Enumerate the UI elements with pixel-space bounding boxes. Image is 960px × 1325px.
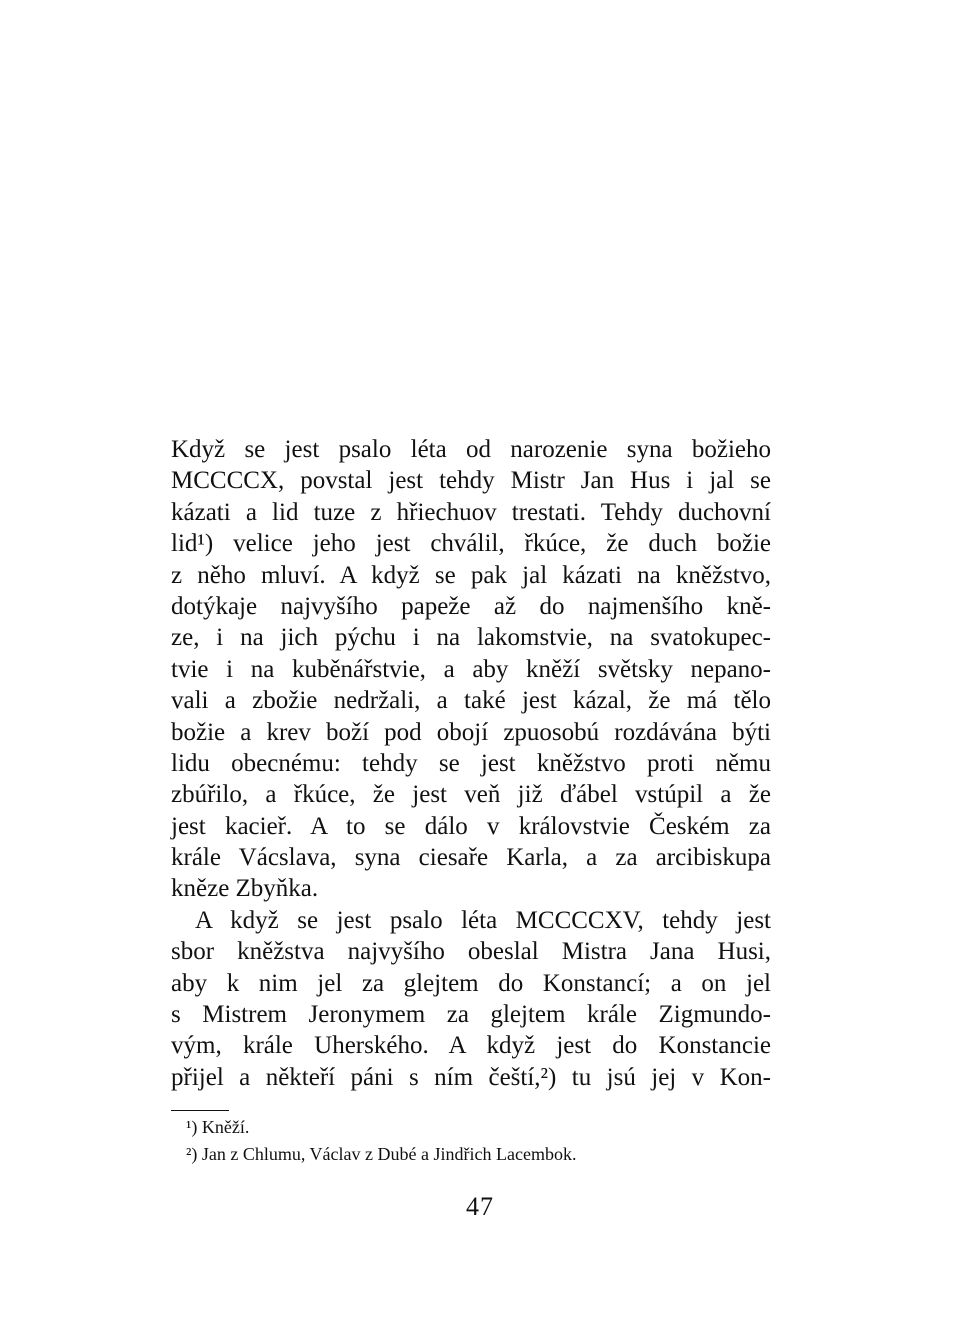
text-line: vým, krále Uherského. A když jest do Konstancie bbox=[171, 1032, 771, 1060]
text-line: kázati a lid tuze z hřiechuov trestati. Tehdy duchovní bbox=[171, 498, 771, 526]
main-text bbox=[171, 434, 771, 1093]
footnote: ²) Jan z Chlumu, Václav z Dubé a Jindřich Lacembok. bbox=[186, 1144, 577, 1164]
text-line: sbor kněžstva najvyšího obeslal Mistra Jana Husi, bbox=[171, 938, 771, 966]
footnotes bbox=[186, 1114, 786, 1168]
text-line: kněze Zbyňka. bbox=[171, 875, 319, 903]
text-line: MCCCCX, povstal jest tehdy Mistr Jan Hus i jal se bbox=[171, 467, 771, 495]
text-line: z něho mluví. A když se pak jal kázati na kněžstvo, bbox=[171, 561, 771, 589]
text-line: aby k nim jel za glejtem do Konstancí; a on jel bbox=[171, 969, 771, 997]
text-line: tvie i na kuběnářstvie, a aby kněží světsky nepano- bbox=[171, 655, 771, 683]
text-line: s Mistrem Jeronymem za glejtem krále Zigmundo- bbox=[171, 1001, 771, 1029]
text-line: božie a krev boží pod obojí zpuosobú rozdávána býti bbox=[171, 718, 771, 746]
text-line: lid¹) velice jeho jest chválil, řkúce, že duch božie bbox=[171, 530, 771, 558]
text-line: ze, i na jich pýchu i na lakomstvie, na svatokupec- bbox=[171, 624, 771, 652]
text-line: přijel a někteří páni s ním čeští,²) tu jsú jej v Kon- bbox=[171, 1063, 771, 1091]
footnote-divider bbox=[171, 1110, 229, 1111]
text-line: vali a zbožie nedržali, a také jest kázal, že má tělo bbox=[171, 687, 771, 715]
text-line: lidu obecnému: tehdy se jest kněžstvo proti němu bbox=[171, 749, 771, 777]
text-line: krále Vácslava, syna ciesaře Karla, a za arcibiskupa bbox=[171, 844, 771, 872]
text-line: jest kacieř. A to se dálo v královstvie Českém za bbox=[171, 812, 771, 840]
text-line: Když se jest psalo léta od narozenie syna božieho bbox=[171, 436, 771, 463]
text-line: dotýkaje najvyšího papeže až do najmenšího kně- bbox=[171, 592, 771, 620]
text-line: A když se jest psalo léta MCCCCXV, tehdy jest bbox=[195, 906, 771, 934]
page-number: 47 bbox=[466, 1192, 494, 1221]
text-line: zbúřilo, a řkúce, že jest veň již ďábel vstúpil a že bbox=[171, 781, 771, 809]
footnote: ¹) Kněží. bbox=[186, 1117, 250, 1137]
